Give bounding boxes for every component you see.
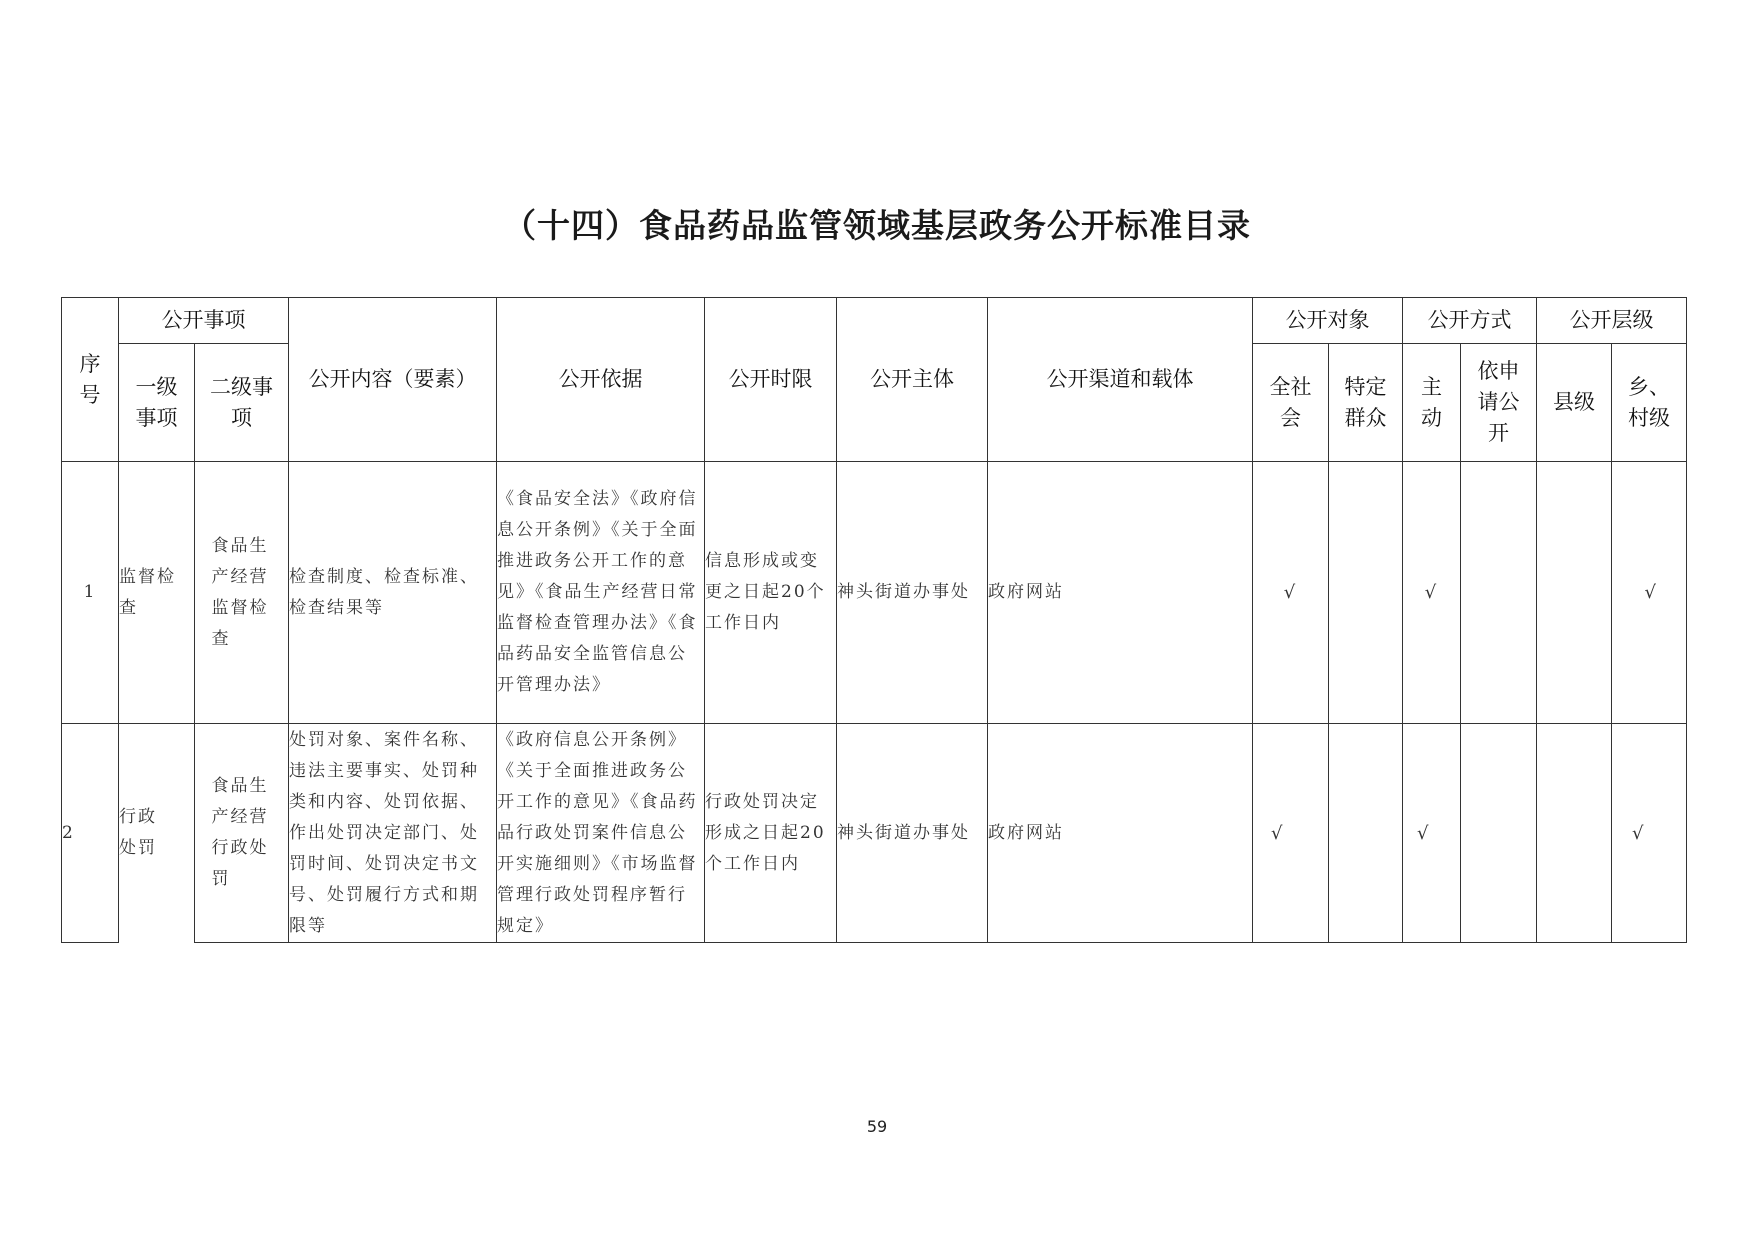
table-row bbox=[62, 724, 1687, 943]
row-level2: 食品生产经营监督检查 bbox=[195, 462, 289, 724]
row-level1: 行政处罚 bbox=[119, 724, 195, 943]
header-content: 公开内容（要素） bbox=[289, 298, 497, 462]
header-level2: 二级事项 bbox=[195, 344, 289, 462]
row-level-county-check bbox=[1537, 724, 1612, 943]
header-seq: 序号 bbox=[62, 298, 119, 462]
header-method-request: 依申请公开 bbox=[1461, 344, 1537, 462]
row-audience-all-check: √ bbox=[1253, 724, 1329, 943]
row-method-request-check bbox=[1461, 724, 1537, 943]
header-level-group: 公开层级 bbox=[1537, 298, 1687, 344]
row-level-township-check: √ bbox=[1612, 462, 1687, 724]
row-level2: 食品生产经营行政处罚 bbox=[195, 724, 289, 943]
row-content: 处罚对象、案件名称、违法主要事实、处罚种类和内容、处罚依据、作出处罚决定部门、处罚时间、处罚决定书文号、处罚履行方式和期限等 bbox=[289, 724, 497, 943]
header-subject: 公开主体 bbox=[837, 298, 988, 462]
header-item-group: 公开事项 bbox=[119, 298, 289, 344]
row-level-township-check: √ bbox=[1612, 724, 1687, 943]
header-method-active: 主动 bbox=[1403, 344, 1461, 462]
row-subject: 神头街道办事处 bbox=[837, 462, 988, 724]
header-audience-specific: 特定群众 bbox=[1329, 344, 1403, 462]
row-method-request-check bbox=[1461, 462, 1537, 724]
row-basis: 《食品安全法》《政府信息公开条例》《关于全面推进政务公开工作的意见》《食品生产经营日常监督检查管理办法》《食品药品安全监管信息公开管理办法》 bbox=[497, 462, 705, 724]
row-method-active-check: √ bbox=[1403, 462, 1461, 724]
row-audience-specific-check bbox=[1329, 462, 1403, 724]
header-level-township: 乡、村级 bbox=[1612, 344, 1687, 462]
row-audience-specific-check bbox=[1329, 724, 1403, 943]
row-audience-all-check: √ bbox=[1253, 462, 1329, 724]
header-method-group: 公开方式 bbox=[1403, 298, 1537, 344]
row-seq: 2 bbox=[62, 724, 119, 943]
header-basis: 公开依据 bbox=[497, 298, 705, 462]
row-method-active-check: √ bbox=[1403, 724, 1461, 943]
header-audience-all: 全社会 bbox=[1253, 344, 1329, 462]
row-subject: 神头街道办事处 bbox=[837, 724, 988, 943]
page-title: （十四）食品药品监管领域基层政务公开标准目录 bbox=[503, 206, 1251, 245]
header-audience-group: 公开对象 bbox=[1253, 298, 1403, 344]
page-number: 59 bbox=[866, 1117, 888, 1136]
catalog-table bbox=[61, 297, 1687, 943]
row-time-limit: 行政处罚决定形成之日起20个工作日内 bbox=[705, 724, 837, 943]
table-row bbox=[62, 462, 1687, 724]
header-level1: 一级事项 bbox=[119, 344, 195, 462]
header-channel: 公开渠道和载体 bbox=[988, 298, 1253, 462]
row-time-limit: 信息形成或变更之日起20个工作日内 bbox=[705, 462, 837, 724]
row-seq: 1 bbox=[62, 462, 119, 724]
row-content: 检查制度、检查标准、检查结果等 bbox=[289, 462, 497, 724]
row-channel: 政府网站 bbox=[988, 462, 1253, 724]
row-basis: 《政府信息公开条例》《关于全面推进政务公开工作的意见》《食品药品行政处罚案件信息公开实施细则》《市场监督管理行政处罚程序暂行规定》 bbox=[497, 724, 705, 943]
header-time-limit: 公开时限 bbox=[705, 298, 837, 462]
row-level1: 监督检查 bbox=[119, 462, 195, 724]
header-level-county: 县级 bbox=[1537, 344, 1612, 462]
row-channel: 政府网站 bbox=[988, 724, 1253, 943]
row-level-county-check bbox=[1537, 462, 1612, 724]
